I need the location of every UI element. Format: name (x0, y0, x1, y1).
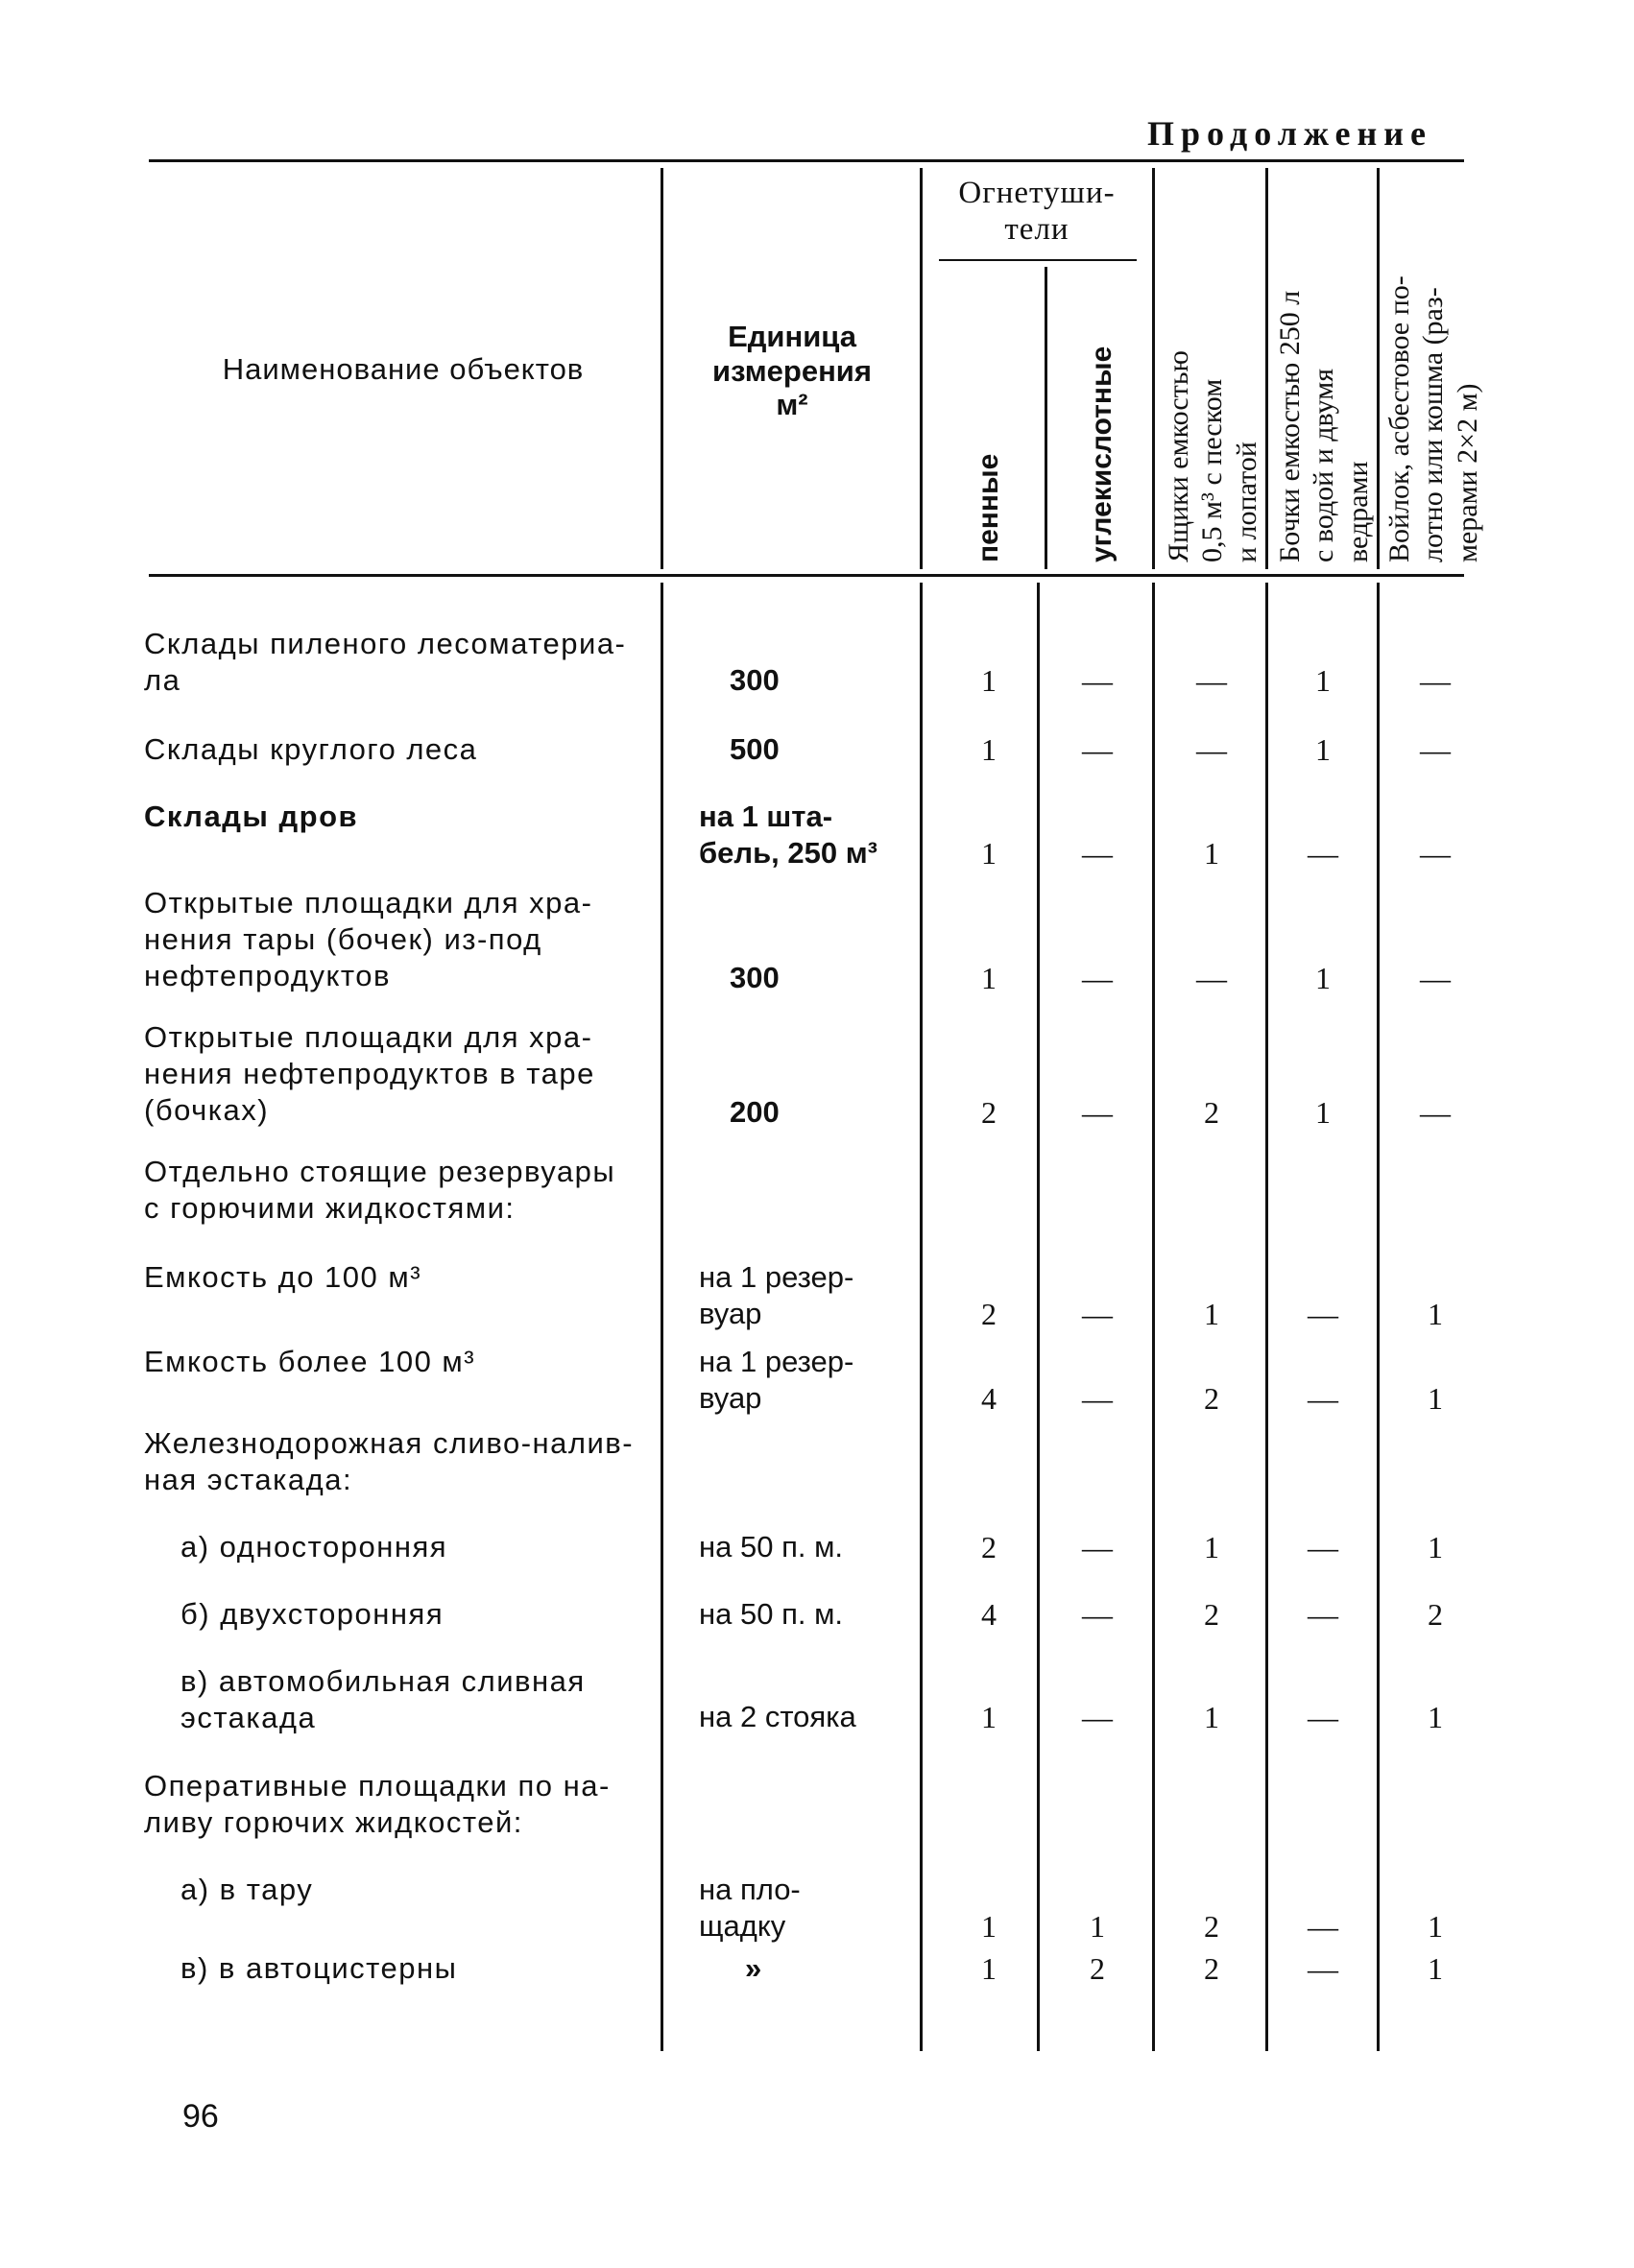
header-divider-name-unit (661, 168, 663, 569)
cell-acid: — (1082, 1700, 1113, 1734)
header-divider-foam-acid (1045, 267, 1047, 569)
body-divider-unit-foam (920, 583, 923, 2051)
cell-felt: 1 (1428, 1530, 1443, 1564)
row-unit: 300 (730, 961, 780, 994)
header-foam-text: пенные (973, 453, 1004, 562)
header-extinguishers-line-1: Огнетуши- (958, 176, 1116, 210)
cell-foam: 2 (981, 1095, 997, 1130)
header-barrels-line-1: Бочки емкостью 250 л (1274, 290, 1306, 562)
cell-foam: 2 (981, 1297, 997, 1331)
header-felt-line-3: мерами 2×2 м) (1451, 383, 1483, 562)
header-unit-line-2: измерения (712, 353, 872, 388)
row-unit: на 1 шта- бель, 250 м³ (699, 800, 877, 870)
cell-foam: 1 (981, 961, 997, 995)
cell-barrels: 1 (1315, 732, 1331, 767)
row-object-name: в) автомобильная сливная эстакада (180, 1664, 586, 1734)
row-object-name: а) односторонняя (180, 1530, 448, 1564)
cell-acid: — (1082, 1095, 1113, 1130)
cell-sand: 2 (1204, 1951, 1219, 1986)
cell-barrels: — (1308, 1597, 1338, 1632)
cell-foam: 4 (981, 1381, 997, 1416)
cell-foam: 1 (981, 663, 997, 698)
header-barrels (1273, 291, 1375, 562)
row-unit: на пло- щадку (699, 1873, 801, 1943)
row-object-name: а) в тару (180, 1873, 314, 1906)
row-object-name: Склады круглого леса (144, 732, 478, 766)
cell-felt: 1 (1428, 1700, 1443, 1734)
header-extinguishers-group (926, 176, 1147, 249)
cell-barrels: — (1308, 1297, 1338, 1331)
cell-acid: — (1082, 1597, 1113, 1632)
header-unit-line-3: м² (776, 388, 808, 422)
cell-sand: 1 (1204, 836, 1219, 871)
row-unit: 300 (730, 663, 780, 697)
header-divider-sand-barrels (1265, 168, 1268, 569)
header-bottom-rule (149, 574, 1464, 577)
header-felt-line-1: Войлок, асбестовое по- (1383, 275, 1415, 562)
cell-barrels: — (1308, 1381, 1338, 1416)
cell-foam: 2 (981, 1530, 997, 1564)
header-barrels-line-2: с водой и двумя (1308, 368, 1340, 562)
header-sand-line-2: 0,5 м³ с песком (1196, 378, 1229, 562)
cell-foam: 4 (981, 1597, 997, 1632)
row-object-name: в) в автоцистерны (180, 1951, 458, 1985)
cell-acid: — (1082, 1381, 1113, 1416)
cell-felt: 1 (1428, 1909, 1443, 1944)
header-sand-line-3: и лопатой (1230, 442, 1262, 562)
row-object-name: Оперативные площадки по на- ливу горючих жидкостей: (144, 1769, 611, 1839)
cell-felt: — (1420, 1095, 1451, 1130)
row-unit: на 50 п. м. (699, 1597, 844, 1631)
cell-felt: 1 (1428, 1951, 1443, 1986)
cell-felt: — (1420, 732, 1451, 767)
cell-acid: — (1082, 961, 1113, 995)
row-object-name: Склады дров (144, 800, 359, 833)
header-barrels-line-3: ведрами (1341, 461, 1374, 562)
header-acid (1085, 346, 1118, 562)
cell-foam: 1 (981, 836, 997, 871)
continuation-label: Продолжение (1147, 114, 1432, 153)
cell-felt: 1 (1428, 1381, 1443, 1416)
row-unit: на 1 резер- вуар (699, 1345, 854, 1415)
header-unit (667, 320, 917, 422)
cell-sand: 2 (1204, 1597, 1219, 1632)
cell-sand: 1 (1204, 1700, 1219, 1734)
cell-sand: — (1196, 663, 1227, 698)
cell-sand: 1 (1204, 1297, 1219, 1331)
cell-sand: 1 (1204, 1530, 1219, 1564)
row-object-name: Открытые площадки для хра- нения тары (бочек) из-под нефтепродуктов (144, 886, 593, 992)
cell-felt: — (1420, 961, 1451, 995)
cell-foam: 1 (981, 732, 997, 767)
cell-sand: 2 (1204, 1909, 1219, 1944)
row-object-name: б) двухсторонняя (180, 1597, 445, 1631)
cell-acid: — (1082, 836, 1113, 871)
header-extinguishers-line-2: тели (1004, 211, 1069, 247)
row-unit: 200 (730, 1095, 780, 1129)
cell-sand: — (1196, 961, 1227, 995)
cell-barrels: — (1308, 1530, 1338, 1564)
cell-barrels: 1 (1315, 1095, 1331, 1130)
extinguisher-group-rule (939, 259, 1137, 261)
cell-acid: — (1082, 1530, 1113, 1564)
cell-barrels: — (1308, 1700, 1338, 1734)
page-number: 96 (182, 2098, 219, 2135)
cell-acid: — (1082, 1297, 1113, 1331)
body-divider-name-unit (661, 583, 663, 2051)
row-object-name: Емкость до 100 м³ (144, 1260, 422, 1294)
cell-felt: 2 (1428, 1597, 1443, 1632)
header-sand-line-1: Ящики емкостью (1163, 350, 1194, 562)
row-unit: на 2 стояка (699, 1700, 856, 1733)
header-sand (1162, 350, 1263, 562)
row-object-name: Склады пиленого лесоматериа- ла (144, 627, 627, 697)
row-object-name: Емкость более 100 м³ (144, 1345, 476, 1378)
row-unit: на 1 резер- вуар (699, 1260, 854, 1330)
cell-sand: 2 (1204, 1095, 1219, 1130)
cell-barrels: — (1308, 1951, 1338, 1986)
header-felt-line-2: лотно или кошма (раз- (1417, 287, 1450, 562)
header-acid-text: углекислотные (1086, 346, 1117, 562)
body-divider-barrels-felt (1377, 583, 1380, 2051)
header-felt (1382, 275, 1484, 562)
header-object-name: Наименование объектов (222, 352, 585, 386)
cell-barrels: — (1308, 836, 1338, 871)
cell-acid: 2 (1090, 1951, 1105, 1986)
header-divider-unit-foam (920, 168, 923, 569)
cell-felt: — (1420, 836, 1451, 871)
cell-acid: — (1082, 663, 1113, 698)
cell-sand: 2 (1204, 1381, 1219, 1416)
cell-barrels: 1 (1315, 961, 1331, 995)
cell-foam: 1 (981, 1700, 997, 1734)
cell-felt: — (1420, 663, 1451, 698)
header-divider-acid-sand (1152, 168, 1155, 569)
cell-sand: — (1196, 732, 1227, 767)
body-divider-sand-barrels (1265, 583, 1268, 2051)
row-object-name: Отдельно стоящие резервуары с горючими жидкостями: (144, 1155, 616, 1225)
cell-barrels: 1 (1315, 663, 1331, 698)
table-top-rule (149, 159, 1464, 162)
row-unit: на 50 п. м. (699, 1530, 844, 1564)
cell-acid: 1 (1090, 1909, 1105, 1944)
body-divider-foam-acid (1037, 583, 1040, 2051)
cell-barrels: — (1308, 1909, 1338, 1944)
row-object-name: Железнодорожная сливо-налив- ная эстакада: (144, 1426, 635, 1496)
cell-foam: 1 (981, 1909, 997, 1944)
row-unit: » (745, 1951, 762, 1985)
row-unit: 500 (730, 732, 780, 766)
row-object-name: Открытые площадки для хра- нения нефтепродуктов в таре (бочках) (144, 1020, 595, 1127)
header-divider-barrels-felt (1377, 168, 1380, 569)
cell-foam: 1 (981, 1951, 997, 1986)
cell-felt: 1 (1428, 1297, 1443, 1331)
header-foam (972, 454, 1005, 562)
header-unit-line-1: Единица (728, 320, 856, 353)
body-divider-acid-sand (1152, 583, 1155, 2051)
cell-acid: — (1082, 732, 1113, 767)
